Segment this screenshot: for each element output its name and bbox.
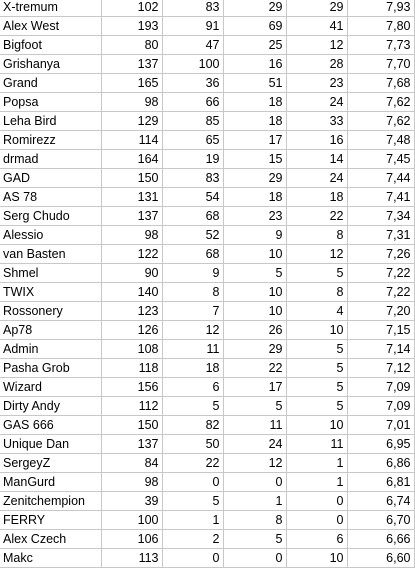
rating-cell[interactable]: 7,41 [347, 188, 414, 207]
col5-cell[interactable]: 10 [286, 549, 347, 568]
col5-cell[interactable]: 1 [286, 473, 347, 492]
col4-cell[interactable]: 18 [223, 112, 286, 131]
rating-cell[interactable]: 7,12 [347, 359, 414, 378]
col3-cell[interactable]: 66 [162, 93, 223, 112]
col2-cell[interactable]: 80 [101, 36, 162, 55]
col2-cell[interactable]: 112 [101, 397, 162, 416]
rating-cell[interactable]: 7,80 [347, 17, 414, 36]
col5-cell[interactable]: 12 [286, 245, 347, 264]
col5-cell[interactable]: 8 [286, 283, 347, 302]
col2-cell[interactable]: 100 [101, 511, 162, 530]
col3-cell[interactable]: 1 [162, 511, 223, 530]
table-row [0, 0, 414, 17]
col2-cell[interactable]: 84 [101, 454, 162, 473]
player-name-cell[interactable]: Alessio [0, 226, 101, 245]
table-row [0, 169, 414, 188]
rating-cell[interactable]: 7,62 [347, 93, 414, 112]
col4-cell[interactable]: 10 [223, 283, 286, 302]
rating-cell[interactable]: 7,14 [347, 340, 414, 359]
player-name-cell[interactable]: Romirezz [0, 131, 101, 150]
col3-cell[interactable]: 0 [162, 473, 223, 492]
col3-cell[interactable]: 9 [162, 264, 223, 283]
col3-cell[interactable]: 19 [162, 150, 223, 169]
player-name-cell[interactable]: Serg Chudo [0, 207, 101, 226]
player-name-cell[interactable]: Grishanya [0, 55, 101, 74]
col5-cell[interactable]: 1 [286, 454, 347, 473]
col5-cell[interactable]: 14 [286, 150, 347, 169]
col5-cell[interactable]: 41 [286, 17, 347, 36]
col3-cell[interactable]: 68 [162, 207, 223, 226]
table-row [0, 549, 414, 568]
player-name-cell[interactable]: drmad [0, 150, 101, 169]
col3-cell[interactable]: 82 [162, 416, 223, 435]
col4-cell[interactable]: 18 [223, 188, 286, 207]
col5-cell[interactable]: 33 [286, 112, 347, 131]
col2-cell[interactable]: 90 [101, 264, 162, 283]
col4-cell[interactable]: 8 [223, 511, 286, 530]
col4-cell[interactable]: 29 [223, 340, 286, 359]
rating-cell[interactable]: 7,62 [347, 112, 414, 131]
rating-cell[interactable]: 6,66 [347, 530, 414, 549]
rating-cell[interactable]: 6,60 [347, 549, 414, 568]
col5-cell[interactable]: 18 [286, 188, 347, 207]
rating-cell[interactable]: 7,34 [347, 207, 414, 226]
col3-cell[interactable]: 83 [162, 169, 223, 188]
player-name-cell[interactable]: GAS 666 [0, 416, 101, 435]
col3-cell[interactable]: 2 [162, 530, 223, 549]
col3-cell[interactable]: 6 [162, 378, 223, 397]
rating-cell[interactable]: 7,48 [347, 131, 414, 150]
table-row [0, 264, 414, 283]
player-name-cell[interactable]: van Basten [0, 245, 101, 264]
col4-cell[interactable]: 5 [223, 264, 286, 283]
col4-cell[interactable]: 5 [223, 530, 286, 549]
table-row [0, 112, 414, 131]
col2-cell[interactable]: 113 [101, 549, 162, 568]
col2-cell[interactable]: 114 [101, 131, 162, 150]
col5-cell[interactable]: 24 [286, 93, 347, 112]
col3-cell[interactable]: 54 [162, 188, 223, 207]
col2-cell[interactable]: 129 [101, 112, 162, 131]
table-row [0, 473, 414, 492]
player-name-cell[interactable]: Admin [0, 340, 101, 359]
col2-cell[interactable]: 39 [101, 492, 162, 511]
col5-cell[interactable]: 8 [286, 226, 347, 245]
col2-cell[interactable]: 106 [101, 530, 162, 549]
col2-cell[interactable]: 164 [101, 150, 162, 169]
rating-cell[interactable]: 6,86 [347, 454, 414, 473]
player-name-cell[interactable]: Zenitchempion [0, 492, 101, 511]
rating-cell[interactable]: 7,93 [347, 0, 414, 17]
col2-cell[interactable]: 126 [101, 321, 162, 340]
rating-cell[interactable]: 6,74 [347, 492, 414, 511]
player-name-cell[interactable]: AS 78 [0, 188, 101, 207]
player-name-cell[interactable]: Shmel [0, 264, 101, 283]
player-name-cell[interactable]: Alex West [0, 17, 101, 36]
col2-cell[interactable]: 98 [101, 226, 162, 245]
player-name-cell[interactable]: SergeyZ [0, 454, 101, 473]
col3-cell[interactable]: 22 [162, 454, 223, 473]
player-name-cell[interactable]: GAD [0, 169, 101, 188]
table-row [0, 150, 414, 169]
table-row [0, 359, 414, 378]
player-name-cell[interactable]: TWIX [0, 283, 101, 302]
col4-cell[interactable]: 17 [223, 378, 286, 397]
col4-cell[interactable]: 10 [223, 245, 286, 264]
player-name-cell[interactable]: Dirty Andy [0, 397, 101, 416]
rating-cell[interactable]: 7,26 [347, 245, 414, 264]
table-row [0, 321, 414, 340]
rating-cell[interactable]: 7,45 [347, 150, 414, 169]
player-name-cell[interactable]: Grand [0, 74, 101, 93]
col5-cell[interactable]: 10 [286, 321, 347, 340]
table-row [0, 454, 414, 473]
table-row [0, 36, 414, 55]
col3-cell[interactable]: 11 [162, 340, 223, 359]
rating-cell[interactable]: 6,70 [347, 511, 414, 530]
table-row [0, 207, 414, 226]
player-name-cell[interactable]: Wizard [0, 378, 101, 397]
col4-cell[interactable]: 29 [223, 169, 286, 188]
col3-cell[interactable]: 8 [162, 283, 223, 302]
rating-cell[interactable]: 7,73 [347, 36, 414, 55]
table-row [0, 188, 414, 207]
col5-cell[interactable]: 28 [286, 55, 347, 74]
col4-cell[interactable]: 12 [223, 454, 286, 473]
col5-cell[interactable]: 6 [286, 530, 347, 549]
player-name-cell[interactable]: Rossonery [0, 302, 101, 321]
rating-cell[interactable]: 7,09 [347, 378, 414, 397]
table-row [0, 397, 414, 416]
col5-cell[interactable]: 0 [286, 511, 347, 530]
rating-cell[interactable]: 7,22 [347, 264, 414, 283]
col4-cell[interactable]: 15 [223, 150, 286, 169]
table-row [0, 416, 414, 435]
col3-cell[interactable]: 5 [162, 397, 223, 416]
table-row [0, 226, 414, 245]
col4-cell[interactable]: 11 [223, 416, 286, 435]
col3-cell[interactable]: 18 [162, 359, 223, 378]
col3-cell[interactable]: 85 [162, 112, 223, 131]
col4-cell[interactable]: 0 [223, 549, 286, 568]
col2-cell[interactable]: 131 [101, 188, 162, 207]
table-row [0, 511, 414, 530]
col5-cell[interactable]: 0 [286, 492, 347, 511]
col5-cell[interactable]: 5 [286, 359, 347, 378]
col2-cell[interactable]: 98 [101, 473, 162, 492]
table-row [0, 340, 414, 359]
col3-cell[interactable]: 36 [162, 74, 223, 93]
col3-cell[interactable]: 68 [162, 245, 223, 264]
col4-cell[interactable]: 69 [223, 17, 286, 36]
col5-cell[interactable]: 5 [286, 264, 347, 283]
col5-cell[interactable]: 5 [286, 340, 347, 359]
col4-cell[interactable]: 9 [223, 226, 286, 245]
table-row [0, 378, 414, 397]
table-row [0, 435, 414, 454]
col2-cell[interactable]: 140 [101, 283, 162, 302]
col3-cell[interactable]: 50 [162, 435, 223, 454]
col5-cell[interactable]: 24 [286, 169, 347, 188]
col3-cell[interactable]: 65 [162, 131, 223, 150]
col4-cell[interactable]: 51 [223, 74, 286, 93]
col4-cell[interactable]: 25 [223, 36, 286, 55]
col2-cell[interactable]: 122 [101, 245, 162, 264]
rating-cell[interactable]: 7,44 [347, 169, 414, 188]
col4-cell[interactable]: 22 [223, 359, 286, 378]
col5-cell[interactable]: 10 [286, 416, 347, 435]
player-name-cell[interactable]: Pasha Grob [0, 359, 101, 378]
col4-cell[interactable]: 10 [223, 302, 286, 321]
col4-cell[interactable]: 18 [223, 93, 286, 112]
rating-cell[interactable]: 7,31 [347, 226, 414, 245]
table-row [0, 530, 414, 549]
col2-cell[interactable]: 98 [101, 93, 162, 112]
rating-cell[interactable]: 7,68 [347, 74, 414, 93]
col3-cell[interactable]: 12 [162, 321, 223, 340]
table-row [0, 131, 414, 150]
col2-cell[interactable]: 108 [101, 340, 162, 359]
col5-cell[interactable]: 4 [286, 302, 347, 321]
rating-cell[interactable]: 6,95 [347, 435, 414, 454]
col4-cell[interactable]: 17 [223, 131, 286, 150]
player-name-cell[interactable]: X-tremum [0, 0, 101, 17]
col5-cell[interactable]: 5 [286, 378, 347, 397]
player-name-cell[interactable]: Unique Dan [0, 435, 101, 454]
rating-cell[interactable]: 7,15 [347, 321, 414, 340]
col2-cell[interactable]: 165 [101, 74, 162, 93]
col4-cell[interactable]: 5 [223, 397, 286, 416]
col5-cell[interactable]: 29 [286, 0, 347, 17]
rating-cell[interactable]: 6,81 [347, 473, 414, 492]
col2-cell[interactable]: 156 [101, 378, 162, 397]
rating-cell[interactable]: 7,22 [347, 283, 414, 302]
rating-cell[interactable]: 7,20 [347, 302, 414, 321]
table-row [0, 93, 414, 112]
col3-cell[interactable]: 5 [162, 492, 223, 511]
table-row [0, 74, 414, 93]
table-row [0, 283, 414, 302]
table-row [0, 492, 414, 511]
col3-cell[interactable]: 47 [162, 36, 223, 55]
col5-cell[interactable]: 11 [286, 435, 347, 454]
player-name-cell[interactable]: FERRY [0, 511, 101, 530]
col3-cell[interactable]: 7 [162, 302, 223, 321]
player-name-cell[interactable]: Leha Bird [0, 112, 101, 131]
player-name-cell[interactable]: Alex Czech [0, 530, 101, 549]
col4-cell[interactable]: 1 [223, 492, 286, 511]
col4-cell[interactable]: 23 [223, 207, 286, 226]
col3-cell[interactable]: 100 [162, 55, 223, 74]
col2-cell[interactable]: 123 [101, 302, 162, 321]
player-name-cell[interactable]: Makc [0, 549, 101, 568]
col4-cell[interactable]: 24 [223, 435, 286, 454]
col2-cell[interactable]: 150 [101, 416, 162, 435]
rating-cell[interactable]: 7,70 [347, 55, 414, 74]
col4-cell[interactable]: 0 [223, 473, 286, 492]
col2-cell[interactable]: 102 [101, 0, 162, 17]
player-name-cell[interactable]: ManGurd [0, 473, 101, 492]
col4-cell[interactable]: 29 [223, 0, 286, 17]
col3-cell[interactable]: 91 [162, 17, 223, 36]
col3-cell[interactable]: 83 [162, 0, 223, 17]
rating-cell[interactable]: 7,01 [347, 416, 414, 435]
player-name-cell[interactable]: Popsa [0, 93, 101, 112]
col3-cell[interactable]: 52 [162, 226, 223, 245]
col5-cell[interactable]: 22 [286, 207, 347, 226]
col5-cell[interactable]: 5 [286, 397, 347, 416]
player-name-cell[interactable]: Ap78 [0, 321, 101, 340]
table-row [0, 17, 414, 36]
col2-cell[interactable]: 150 [101, 169, 162, 188]
col5-cell[interactable]: 23 [286, 74, 347, 93]
col3-cell[interactable]: 0 [162, 549, 223, 568]
player-name-cell[interactable]: Bigfoot [0, 36, 101, 55]
rating-cell[interactable]: 7,09 [347, 397, 414, 416]
col2-cell[interactable]: 118 [101, 359, 162, 378]
col2-cell[interactable]: 137 [101, 207, 162, 226]
col2-cell[interactable]: 193 [101, 17, 162, 36]
col5-cell[interactable]: 16 [286, 131, 347, 150]
col4-cell[interactable]: 16 [223, 55, 286, 74]
table-row [0, 55, 414, 74]
table-row [0, 302, 414, 321]
table-row [0, 245, 414, 264]
col2-cell[interactable]: 137 [101, 435, 162, 454]
col4-cell[interactable]: 26 [223, 321, 286, 340]
col2-cell[interactable]: 137 [101, 55, 162, 74]
col5-cell[interactable]: 12 [286, 36, 347, 55]
